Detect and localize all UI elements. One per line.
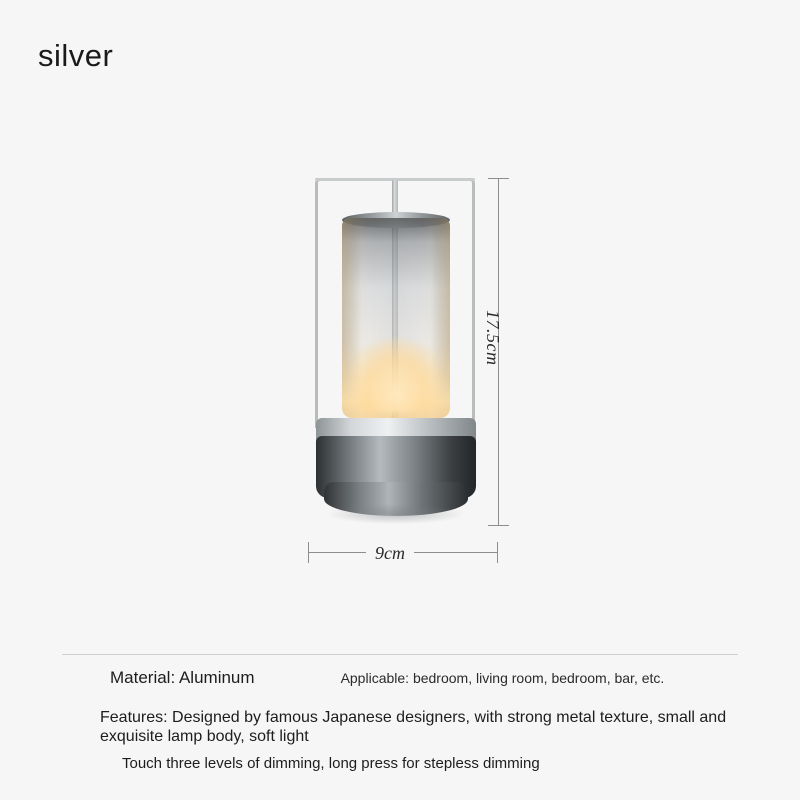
features-label: Features: Designed by famous Japanese designers, with strong metal texture, small and exquisite lamp body, soft light: [100, 709, 727, 745]
material-label: Material: Aluminum: [110, 668, 255, 687]
lamp-drop-shadow: [328, 504, 464, 524]
height-dimension-label: 17.5cm: [483, 310, 503, 366]
page-title: silver: [38, 38, 114, 73]
width-dimension-cap-right: [497, 542, 498, 563]
dimming-label: Touch three levels of dimming, long press for stepless dimming: [122, 755, 540, 772]
width-dimension-cap-left: [308, 542, 309, 563]
applicable-label: Applicable: bedroom, living room, bedroom, bar, etc.: [340, 670, 665, 686]
height-dimension-cap-top: [488, 178, 509, 179]
height-dimension-cap-bottom: [488, 525, 509, 526]
spec-divider: [62, 654, 738, 655]
product-photo: [280, 160, 510, 540]
lamp-glow: [350, 338, 442, 412]
spec-row: [62, 668, 738, 688]
width-dimension-label: 9cm: [366, 543, 414, 564]
